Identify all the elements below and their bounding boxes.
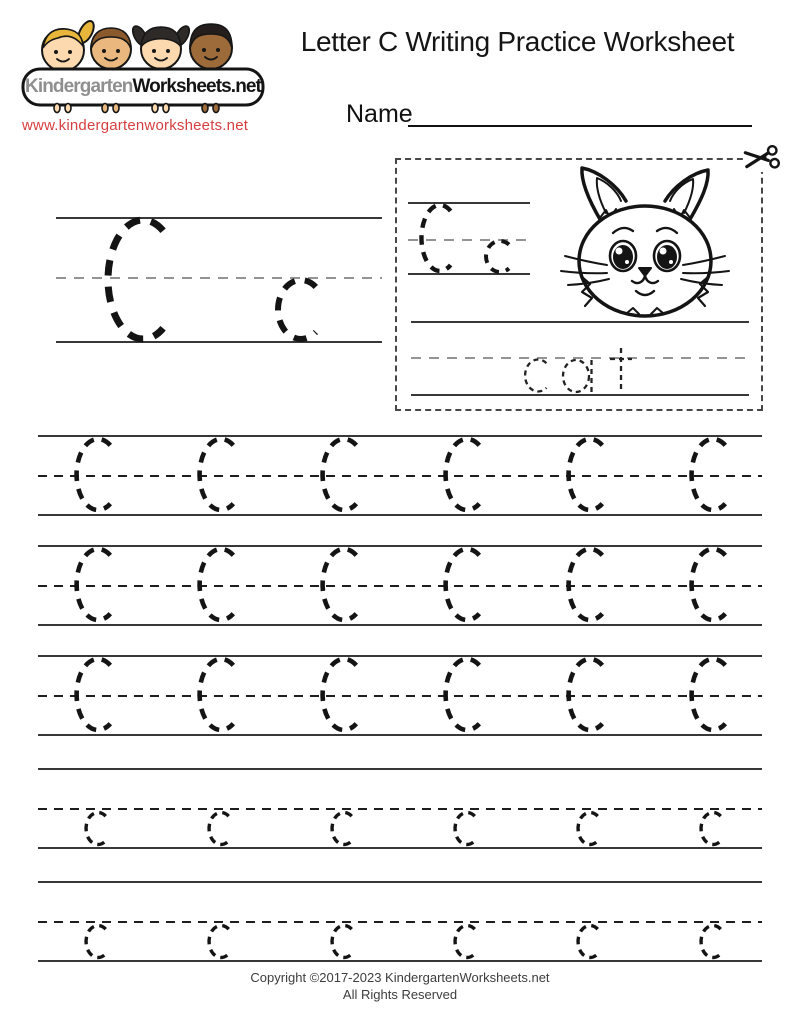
traceable-word-letter-c[interactable] — [521, 357, 555, 394]
traceable-word-letter-a[interactable] — [561, 357, 599, 394]
traceable-letter-c[interactable] — [698, 810, 728, 847]
cutout-card — [395, 158, 763, 411]
cat-face-illustration — [555, 161, 735, 319]
logo-url: www.kindergartenworksheets.net — [22, 117, 249, 134]
logo-text-kindergarten: Kindergarten — [25, 76, 133, 97]
kid-pigtails-girl — [130, 24, 193, 69]
practice-row-C — [38, 435, 762, 517]
row-line-middle — [38, 585, 762, 587]
copyright-line: Copyright ©2017-2023 KindergartenWorksheets.net — [250, 970, 550, 985]
logo-wordmark — [23, 69, 263, 105]
row-line-top — [38, 545, 762, 548]
traceable-letter-C[interactable] — [564, 656, 616, 733]
traceable-letter-c[interactable] — [575, 923, 605, 960]
traceable-letter-c[interactable] — [206, 923, 236, 960]
logo-text-worksheets: Worksheets.net — [132, 76, 261, 97]
traceable-letter-C[interactable] — [195, 436, 247, 513]
page-title: Letter C Writing Practice Worksheet — [300, 26, 735, 57]
traceable-letter-C[interactable] — [687, 436, 739, 513]
traceable-word-letter-t[interactable] — [607, 346, 635, 394]
row-line-top — [38, 655, 762, 658]
name-input-line[interactable] — [408, 125, 752, 128]
traceable-letter-c[interactable] — [575, 810, 605, 847]
traceable-letter-C[interactable] — [441, 656, 493, 733]
row-line-bottom — [38, 734, 762, 737]
traceable-letter-C[interactable] — [564, 546, 616, 623]
kid-brown-hair-boy — [91, 28, 131, 69]
row-line-middle — [38, 921, 762, 923]
row-line-middle — [38, 475, 762, 477]
practice-row-c — [38, 768, 762, 850]
practice-row-C — [38, 545, 762, 627]
row-line-bottom — [38, 514, 762, 517]
traceable-letter-C[interactable] — [195, 546, 247, 623]
traceable-letter-C[interactable] — [564, 436, 616, 513]
traceable-letter-c[interactable] — [206, 810, 236, 847]
footer — [0, 969, 800, 1003]
card-dashed-letter-C — [417, 202, 463, 274]
traceable-letter-c[interactable] — [83, 923, 113, 960]
row-line-top — [38, 881, 762, 884]
traceable-letter-c[interactable] — [329, 810, 359, 847]
traceable-letter-c[interactable] — [698, 923, 728, 960]
example-dashed-letter-C — [100, 216, 186, 343]
row-line-bottom — [38, 847, 762, 850]
traceable-letter-c[interactable] — [329, 923, 359, 960]
traceable-letter-C[interactable] — [72, 546, 124, 623]
traceable-letter-C[interactable] — [441, 546, 493, 623]
traceable-letter-c[interactable] — [83, 810, 113, 847]
card-dashed-letter-c — [482, 239, 518, 274]
row-line-bottom — [38, 960, 762, 963]
row-line-top — [38, 435, 762, 438]
traceable-letter-C[interactable] — [441, 436, 493, 513]
traceable-letter-C[interactable] — [687, 546, 739, 623]
traceable-letter-C[interactable] — [318, 656, 370, 733]
row-line-middle — [38, 808, 762, 810]
traceable-letter-C[interactable] — [195, 656, 247, 733]
row-line-bottom — [38, 624, 762, 627]
traceable-letter-C[interactable] — [318, 546, 370, 623]
practice-row-C — [38, 655, 762, 737]
traceable-letter-C[interactable] — [72, 656, 124, 733]
traceable-letter-C[interactable] — [72, 436, 124, 513]
traceable-letter-C[interactable] — [318, 436, 370, 513]
name-label: Name — [346, 100, 413, 128]
card-word-line-bottom — [411, 394, 749, 397]
traceable-letter-C[interactable] — [687, 656, 739, 733]
kid-blonde-girl — [42, 19, 97, 71]
scissors-icon — [743, 144, 781, 172]
row-line-middle — [38, 695, 762, 697]
row-line-top — [38, 768, 762, 771]
traceable-letter-c[interactable] — [452, 810, 482, 847]
traceable-letter-c[interactable] — [452, 923, 482, 960]
card-word-line-top — [411, 321, 749, 324]
example-dashed-letter-c — [272, 276, 330, 343]
rights-line: All Rights Reserved — [342, 987, 458, 1002]
practice-row-c — [38, 881, 762, 963]
kid-dark-hair-boy — [190, 24, 232, 69]
